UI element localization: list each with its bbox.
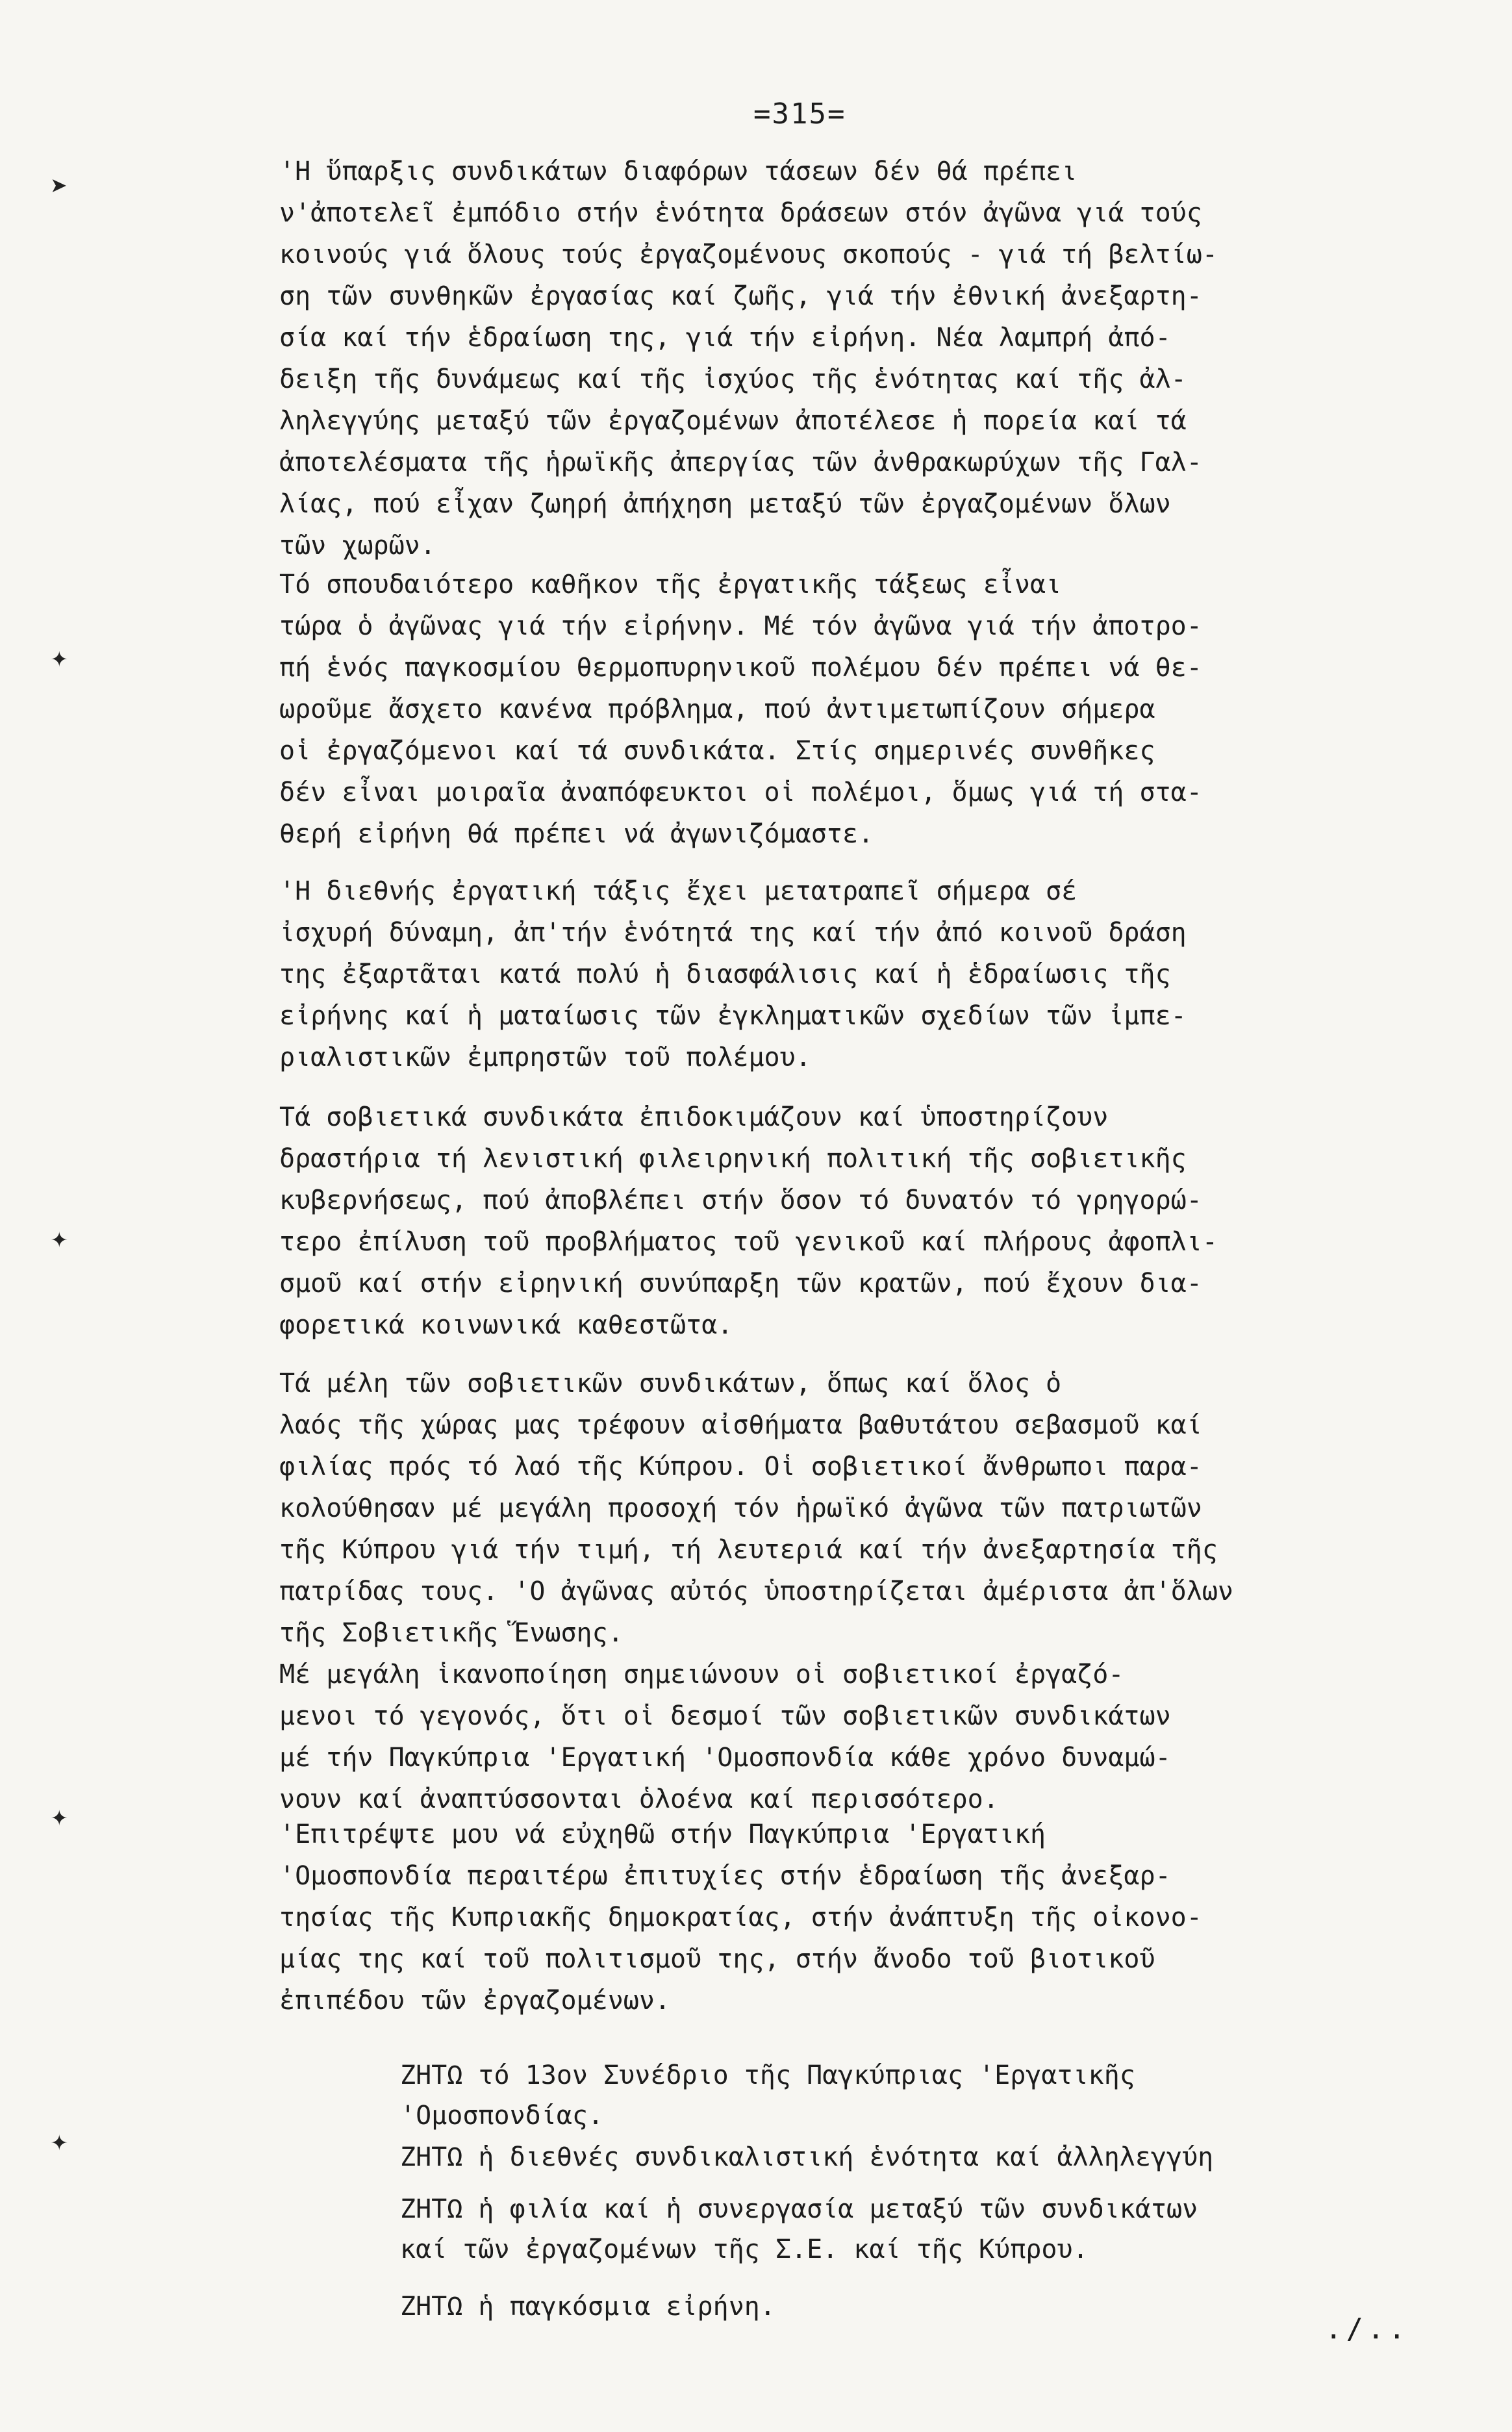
slogan: ΖΗΤΩ ἡ παγκόσμια εἰρήνη.: [400, 2292, 775, 2322]
margin-punch-mark: ✦: [51, 640, 68, 674]
paragraph: Τά σοβιετικά συνδικάτα ἐπιδοκιμάζουν καί ὑποστηρίζουν δραστήρια τή λενιστική φιλειρηνική πολιτική τῆς σοβιετικῆς κυβερνήσεως, πού ἀποβλέπει στήν ὅσον τό δυνατόν τό γρηγορώ- τερο ἐπίλυση τοῦ προβλήματος τοῦ γενικοῦ καί πλήρους ἀφοπλι- σμοῦ καί στήν εἰρηνική συνύπαρξη τῶν κρατῶν, πού ἔχουν δια- φορετικά κοινωνικά καθεστῶτα.: [279, 1102, 1218, 1340]
paragraph: Τό σπουδαιότερο καθῆκον τῆς ἐργατικῆς τάξεως εἶναι τώρα ὁ ἀγῶνας γιά τήν εἰρήνην. Μέ τόν ἀγῶνα γιά τήν ἀποτρο- πή ἑνός παγκοσμίου θερμοπυρηνικοῦ πολέμου δέν πρέπει νά θε- ωροῦμε ἄσχετο κανένα πρόβλημα, πού ἀντιμετωπίζουν σήμερα οἱ ἐργαζόμενοι καί τά συνδικάτα. Στίς σημερινές συνθῆκες δέν εἶναι μοιραῖα ἀναπόφευκτοι οἱ πολέμοι, ὅμως γιά τή στα- θερή εἰρήνη θά πρέπει νά ἀγωνιζόμαστε.: [279, 570, 1202, 849]
slogan: ΖΗΤΩ ἡ φιλία καί ἡ συνεργασία μεταξύ τῶν συνδικάτων καί τῶν ἐργαζομένων τῆς Σ.Ε. καί τῆς Κύπρου.: [400, 2194, 1198, 2264]
slogan: ΖΗΤΩ τό 13ον Συνέδριο τῆς Παγκύπριας 'Εργατικῆς 'Ομοσπονδίας.: [400, 2060, 1135, 2131]
paragraph: Τά μέλη τῶν σοβιετικῶν συνδικάτων, ὅπως καί ὅλος ὁ λαός τῆς χώρας μας τρέφουν αἰσθήματα βαθυτάτου σεβασμοῦ καί φιλίας πρός τό λαό τῆς Κύπρου. Οἱ σοβιετικοί ἄνθρωποι παρα- κολούθησαν μέ μεγάλη προσοχή τόν ἡρωϊκό ἀγῶνα τῶν πατριωτῶν τῆς Κύπρου γιά τήν τιμή, τή λευτεριά καί τήν ἀνεξαρτησία τῆς πατρίδας τους. 'Ο ἀγῶνας αὐτός ὑποστηρίζεται ἀμέριστα ἀπ'ὅλων τῆς Σοβιετικῆς Ἕνωσης. Μέ μεγάλη ἱκανοποίηση σημειώνουν οἱ σοβιετικοί ἐργαζό- μενοι τό γεγονός, ὅτι οἱ δεσμοί τῶν σοβιετικῶν συνδικάτων μέ τήν Παγκύπρια 'Εργατική 'Ομοσπονδία κάθε χρόνο δυναμώ- νουν καί ἀναπτύσσονται ὁλοένα καί περισσότερο.: [279, 1369, 1234, 1814]
paragraph: 'Η διεθνής ἐργατική τάξις ἔχει μετατραπεῖ σήμερα σέ ἰσχυρή δύναμη, ἀπ'τήν ἑνότητά της καί τήν ἀπό κοινοῦ δράση της ἐξαρτᾶται κατά πολύ ἡ διασφάλισις καί ἡ ἑδραίωσις τῆς εἰρήνης καί ἡ ματαίωσις τῶν ἐγκληματικῶν σχεδίων τῶν ἰμπε- ριαλιστικῶν ἐμπρηστῶν τοῦ πολέμου.: [279, 876, 1187, 1072]
margin-punch-mark: ✦: [51, 2124, 68, 2157]
page-number: =315=: [753, 97, 846, 131]
paragraph: 'Επιτρέψτε μου νά εὐχηθῶ στήν Παγκύπρια 'Εργατική 'Ομοσπονδία περαιτέρω ἐπιτυχίες στήν ἑδραίωση τῆς ἀνεξαρ- τησίας τῆς Κυπριακῆς δημοκρατίας, στήν ἀνάπτυξη τῆς οἰκονο- μίας της καί τοῦ πολιτισμοῦ της, στήν ἄνοδο τοῦ βιοτικοῦ ἐπιπέδου τῶν ἐργαζομένων.: [279, 1819, 1202, 2016]
paragraph: 'Η ὕπαρξις συνδικάτων διαφόρων τάσεων δέν θά πρέπει ν'ἀποτελεῖ ἐμπόδιο στήν ἑνότητα δράσεων στόν ἀγῶνα γιά τούς κοινούς γιά ὅλους τούς ἐργαζομένους σκοπούς - γιά τή βελτίω- ση τῶν συνθηκῶν ἐργασίας καί ζωῆς, γιά τήν ἐθνική ἀνεξαρτη- σία καί τήν ἑδραίωση της, γιά τήν εἰρήνη. Νέα λαμπρή ἀπό- δειξη τῆς δυνάμεως καί τῆς ἰσχύος τῆς ἑνότητας καί τῆς ἀλ- ληλεγγύης μεταξύ τῶν ἐργαζομένων ἀποτέλεσε ἡ πορεία καί τά ἀποτελέσματα τῆς ἡρωϊκῆς ἀπεργίας τῶν ἀνθρακωρύχων τῆς Γαλ- λίας, πού εἶχαν ζωηρή ἀπήχηση μεταξύ τῶν ἐργαζομένων ὅλων τῶν χωρῶν.: [279, 157, 1218, 561]
slogan: ΖΗΤΩ ἡ διεθνές συνδικαλιστική ἑνότητα καί ἀλληλεγγύη: [400, 2142, 1214, 2172]
margin-punch-mark: ✦: [51, 1221, 68, 1254]
continuation-mark: ./..: [1325, 2312, 1409, 2346]
margin-arrow-mark: ➤: [51, 170, 68, 203]
margin-punch-mark: ✦: [51, 1799, 68, 1832]
